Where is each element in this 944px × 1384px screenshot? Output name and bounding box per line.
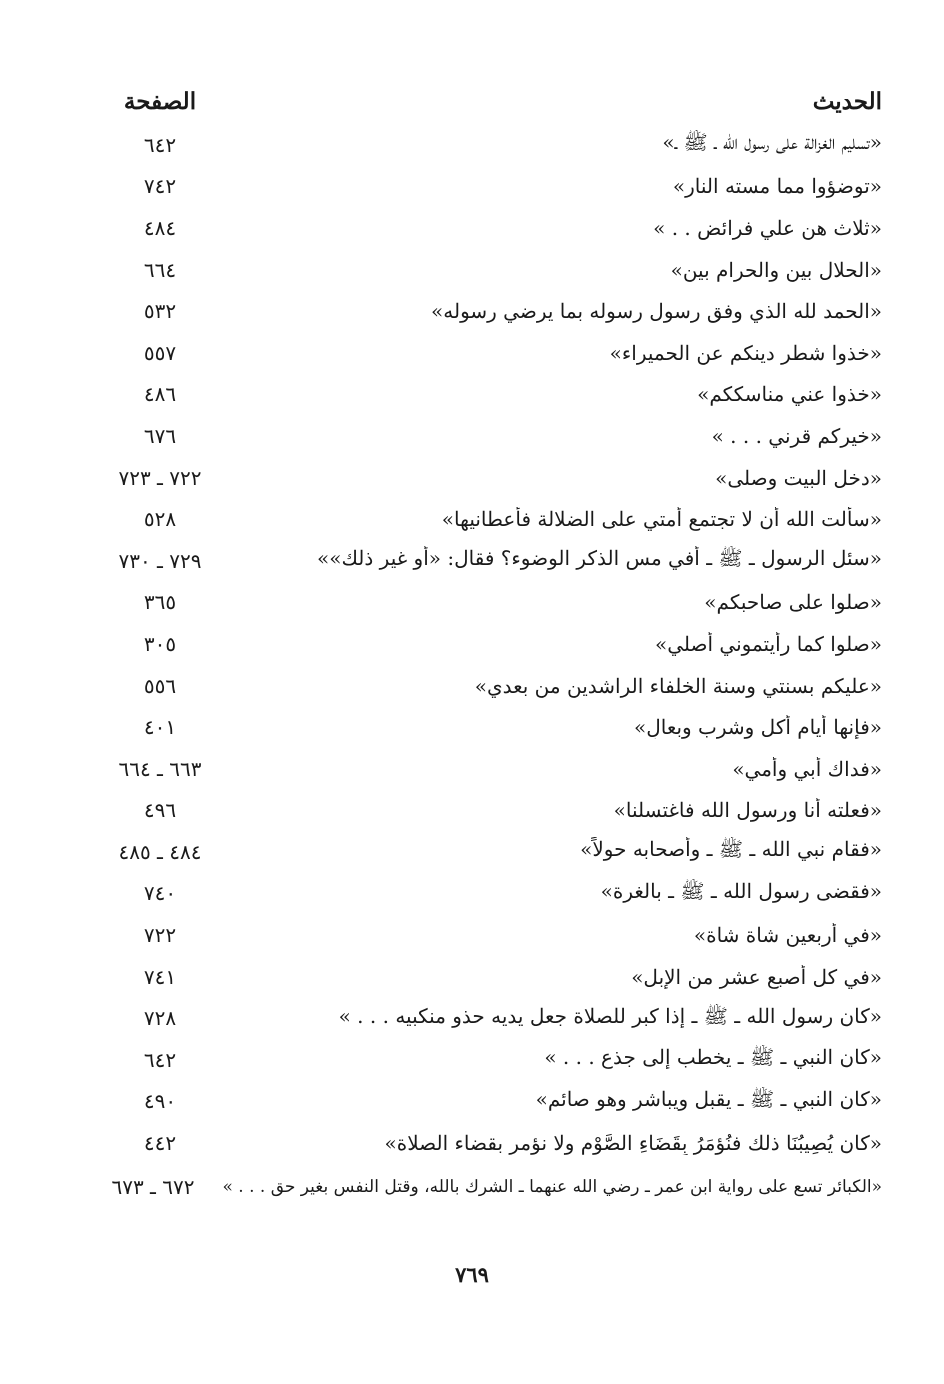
hadith-text: «صلوا كما رأيتموني أصلي»: [655, 631, 882, 656]
hadith-text: «تسليم الغزالة على رسول الله ـ ﷺ ـ»: [662, 130, 882, 155]
hadith-text: «في أربعين شاة شاة»: [693, 923, 882, 948]
hadith-text: «خيركم قرني . . . »: [711, 423, 882, 448]
page-reference: ٧٤٢: [143, 174, 177, 199]
page-reference: ٣٦٥: [143, 590, 177, 615]
index-entry: [100, 831, 882, 873]
page-reference: ٧٢٢: [143, 923, 177, 948]
hadith-text: «سألت الله أن لا تجتمع أمتي على الضلالة فأعطانيها»: [441, 507, 882, 532]
index-entry: [100, 873, 882, 915]
page-reference: ٤٤٢: [143, 1131, 177, 1156]
hadith-text: «عليكم بسنتي وسنة الخلفاء الراشدين من بعدي»: [474, 673, 882, 698]
hadith-text: «صلوا على صاحبكم»: [704, 590, 882, 615]
index-entry: [100, 1122, 882, 1164]
page-reference: ٥٣٢: [143, 299, 177, 324]
column-header: [100, 84, 882, 118]
hadith-text: «الكبائر تسع على رواية ابن عمر ـ رضي الله عنهما ـ الشرك بالله، وقتل النفس بغير حق . . . »: [222, 1176, 882, 1197]
hadith-text: «كان النبي ـ ﷺ ـ يخطب إلى جذع . . . »: [544, 1045, 882, 1070]
page-reference: ٧٢٨: [143, 1006, 177, 1031]
page-reference: ٥٥٧: [143, 340, 177, 365]
page-reference: ٦٦٤: [143, 257, 177, 282]
page-reference: ٧٤١: [143, 964, 177, 989]
index-entry: [100, 374, 882, 416]
index-entry: [100, 748, 882, 790]
hadith-text: «كان يُصِيبُنَا ذلك فنُؤمَرُ بِقَضَاءِ الصَّوْمِ ولا نؤمر بقضاء الصلاة»: [384, 1131, 882, 1156]
page-reference: ٤٠١: [143, 715, 177, 740]
index-entry: [100, 790, 882, 832]
hadith-text: «سئل الرسول ـ ﷺ ـ أفي مس الذكر الوضوء؟ فقال: «أو غير ذلك»»: [316, 546, 882, 571]
page-reference: ٤٨٦: [143, 382, 177, 407]
index-entry: [100, 706, 882, 748]
hadith-text: «فإنها أيام أكل وشرب وبعالٍ»: [633, 715, 882, 740]
hadith-text: «خذوا شطر دينكم عن الحميراء»: [609, 340, 882, 365]
page-reference: ٦٦٣ ـ ٦٦٤: [118, 756, 202, 781]
page-reference: ٥٢٨: [143, 507, 177, 532]
index-entry: [100, 207, 882, 249]
hadith-text: «فداك أبي وأمي»: [732, 756, 882, 781]
index-entry: [100, 623, 882, 665]
hadith-text: «فقام نبي الله ـ ﷺ ـ وأصحابه حولاً»: [580, 837, 882, 862]
hadith-column-heading: الحديث: [812, 87, 882, 115]
page-reference: ٦٤٢: [143, 1047, 177, 1072]
page-reference: ٤٩٦: [143, 798, 177, 823]
index-entry: [100, 956, 882, 998]
hadith-text: «فقضى رسول الله ـ ﷺ ـ بالغرة»: [600, 878, 882, 903]
page-reference: ٦٧٦: [143, 423, 177, 448]
page-reference: ٦٤٢: [143, 132, 177, 157]
page-reference: ٧٢٢ ـ ٧٢٣: [118, 465, 202, 490]
index-entry: [100, 290, 882, 332]
page-reference: ٧٢٩ ـ ٧٣٠: [118, 548, 202, 573]
index-entry: [100, 540, 882, 582]
index-entry: [100, 1081, 882, 1123]
index-entry: [100, 914, 882, 956]
index-entry: [100, 1039, 882, 1081]
hadith-text: «الحمد لله الذي وفق رسول رسوله بما يرضي رسوله»: [431, 299, 882, 324]
index-entry: [100, 1166, 882, 1208]
page-reference: ٦٧٢ ـ ٦٧٣: [111, 1174, 195, 1199]
page-reference: ٤٩٠: [143, 1089, 177, 1114]
page-column-heading: الصفحة: [123, 87, 197, 115]
hadith-text: «توضؤوا مما مسته النار»: [672, 174, 882, 199]
index-entry: [100, 124, 882, 166]
index-entry: [100, 582, 882, 624]
page-reference: ٣٠٥: [143, 631, 177, 656]
page-reference: ٤٨٤: [143, 215, 177, 240]
page-reference: ٧٤٠: [143, 881, 177, 906]
hadith-text: «خذوا عني مناسككم»: [697, 382, 882, 407]
index-entry: [100, 415, 882, 457]
hadith-text: «الحلال بين والحرام بين»: [670, 257, 882, 282]
index-entry: [100, 665, 882, 707]
hadith-text: «دخل البيت وصلى»: [715, 465, 882, 490]
hadith-text: «ثلاث هن علي فرائض . . »: [653, 215, 882, 240]
page-number: ٧٦٩: [455, 1262, 489, 1287]
index-entry: [100, 997, 882, 1039]
hadith-index-list: [100, 124, 882, 1207]
hadith-text: «كان رسول الله ـ ﷺ ـ إذا كبر للصلاة جعل يديه حذو منكبيه . . . »: [338, 1003, 882, 1028]
page-reference: ٥٥٦: [143, 673, 177, 698]
index-entry: [100, 249, 882, 291]
index-entry: [100, 498, 882, 540]
hadith-text: «فعلته أنا ورسول الله فاغتسلنا»: [613, 798, 882, 823]
hadith-text: «في كل أصبع عشر من الإبل»: [631, 964, 882, 989]
page-reference: ٤٨٤ ـ ٤٨٥: [118, 839, 202, 864]
index-entry: [100, 166, 882, 208]
index-entry: [100, 332, 882, 374]
hadith-text: «كان النبي ـ ﷺ ـ يقبل ويباشر وهو صائم»: [535, 1086, 882, 1111]
index-entry: [100, 457, 882, 499]
